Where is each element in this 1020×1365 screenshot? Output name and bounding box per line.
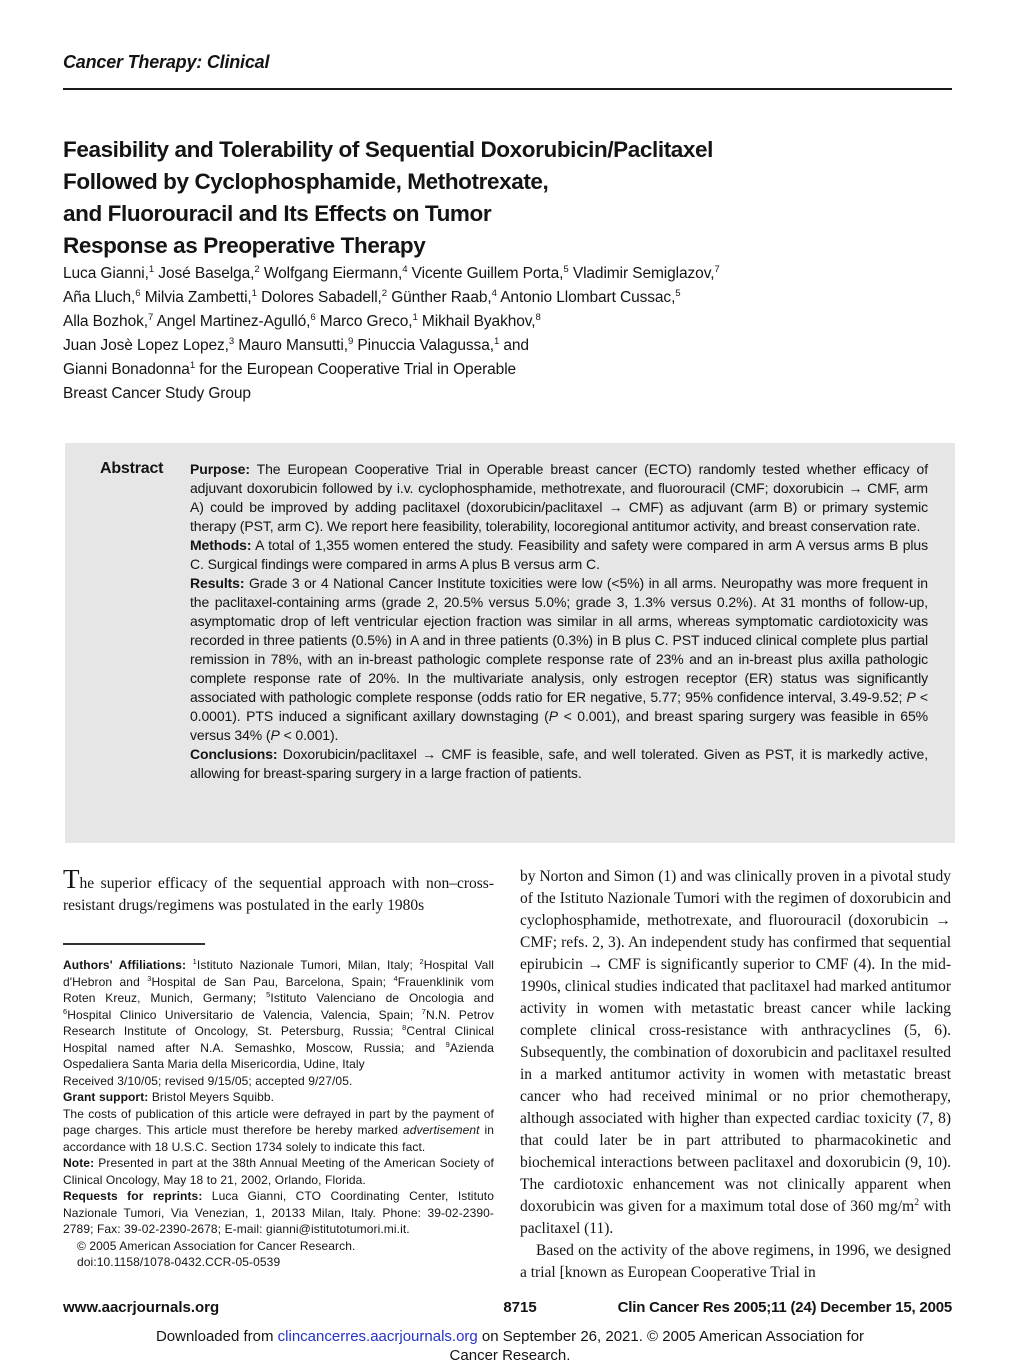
footer-citation: Clin Cancer Res 2005;11 (24) December 15, 2005 [617,1299,952,1316]
footnote-copyright: © 2005 American Association for Cancer Research. [77,1238,356,1253]
section-label: Cancer Therapy: Clinical [63,52,270,72]
downloaded-link[interactable]: clincancerres.aacrjournals.org [277,1328,478,1345]
author-line: Juan Josè Lopez Lopez,$^3$ Mauro Mansutti,$^9$ Pinuccia Valagussa,$^1$ and [63,335,529,354]
author-line: Alla Bozhok,$^7$ Angel Martinez-Agulló,$^6$ Marco Greco,$^1$ Mikhail Byakhov,$^8$ [63,311,541,330]
author-line: Breast Cancer Study Group [63,385,251,402]
article-title-line: and Fluorouracil and Its Effects on Tumor [63,201,492,226]
footnotes [63,957,494,1271]
footnote-affiliations: Authors' Affiliations: $^1$Istituto Nazionale Tumori, Milan, Italy; $^2$Hospital Vall d'Hebron and $^3$Hospital de San Pau, Barcelona, Spain; $^4$Frauenklinik vom Roten Kreuz, Munich, Germany; $^5$Istituto Valenciano de Oncologia and $^6$Hospital Clinico Universitario de Valencia, Valencia, Spain; $^7$N.N. Petrov Research Institute of Oncology, St. Petersburg, Russia; $^8$Central Clinical Hospital named after N.A. Semashko, Moscow, Russia; and $^9$Azienda Ospedaliera Santa Maria della Misericordia, Udine, Italy [63,957,495,1071]
footnote-reprints: Requests for reprints: Luca Gianni, CTO Coordinating Center, Istituto Nazionale Tumori, Via Venezian, 1, 20133 Milan, Italy. Phone: 39-02-2390-2789; Fax: 39-02-2390-2678; E-mail: gianni@istitutotumori.mi.it. [63,1189,494,1236]
abstract-results: Results: Grade 3 or 4 National Cancer Institute toxicities were low (<5%) in all arms. Neuropathy was more frequent in the paclitaxel-containing arms (grade 2, 20.5% versus 5.0%; grade 3, 1.3% versus 0.2%). At 31 months of follow-up, asymptomatic drop of left ventricular ejection fraction was similar in all arms, whereas symptomatic cardiotoxicity was recorded in three patients (0.5%) in A and in three patients (0.3%) in B plus C. PST induced clinical complete plus partial remission in 78%, with an in-breast pathologic complete response rate of 23% and an in-breast plus axilla pathologic complete response rate of 20%. In the multivariate analysis, only estrogen receptor (ER) status was significantly associated with pathologic complete response (odds ratio for ER negative, 5.77; 95% confidence interval, 3.49-9.52; P < 0.0001). PTS induced a significant axillary downstaging (P < 0.001), and breast sparing surgery was feasible in 65% versus 34% (P < 0.001). [190,575,928,743]
footer-page-number: 8715 [503,1299,537,1316]
abstract-methods: Methods: A total of 1,355 women entered the study. Feasibility and safety were compared in arm A versus arms B plus C. Surgical findings were compared in arms A plus B versus arm C. [190,537,928,572]
abstract-label: Abstract [100,460,164,477]
footnote-note: Note: Presented in part at the 38th Annual Meeting of the American Society of Clinical Oncology, May 18 to 21, 2002, Orlando, Florida. [63,1156,494,1187]
author-list [63,262,843,406]
body-right-column [520,866,951,1284]
body-left-column [63,866,494,1284]
author-line: Gianni Bonadonna$^1$ for the European Cooperative Trial in Operable [63,359,517,378]
article-title-line: Followed by Cyclophosphamide, Methotrexate, [63,169,549,194]
abstract-conclusions: Conclusions: Doxorubicin/paclitaxel → CMF is feasible, safe, and well tolerated. Given as PST, it is markedly active, allowing for breast-sparing surgery in a large fraction of patients. [190,746,928,781]
footnote-divider [63,943,205,945]
intro-paragraph: The superior efficacy of the sequential approach with non–cross-resistant drugs/regimens was postulated in the early 1980s [63,864,494,914]
author-line: Aña Lluch,$^6$ Milvia Zambetti,$^1$ Dolores Sabadell,$^2$ Günther Raab,$^4$ Antonio Llombart Cussac,$^5$ [63,287,681,306]
abstract-text [190,460,928,783]
footnote-received: Received 3/10/05; revised 9/15/05; accepted 9/27/05. [63,1073,353,1088]
downloaded-prefix: Downloaded from [155,1328,278,1345]
body-paragraph: Based on the activity of the above regimens, in 1996, we designed a trial [known as European Cooperative Trial in [520,1242,951,1281]
downloaded-suffix: on September 26, 2021. © 2005 American Association for Cancer Research. [449,1328,865,1364]
article-title-line: Feasibility and Tolerability of Sequential Doxorubicin/Paclitaxel [63,137,713,162]
article-title-line: Response as Preoperative Therapy [63,233,426,258]
header-rule [63,88,952,90]
abstract-box [65,443,955,843]
footer-journal-site: www.aacrjournals.org [63,1299,220,1316]
footnote-page-charges: The costs of publication of this article were defrayed in part by the payment of page charges. This article must therefore be hereby marked advertisement in accordance with 18 U.S.C. Section 1734 solely to indicate this fact. [63,1106,494,1154]
author-line: Luca Gianni,$^1$ José Baselga,$^2$ Wolfgang Eiermann,$^4$ Vicente Guillem Porta,$^5$ Vladimir Semiglazov,$^7$ [63,263,720,282]
downloaded-notice [130,1327,890,1365]
body-paragraph: by Norton and Simon (1) and was clinically proven in a pivotal study of the Istituto Nazionale Tumori with the regimen of doxorubicin and cyclophosphamide, methotrexate, and fluorouracil (doxorubicin → CMF; refs. 2, 3). An independent study has confirmed that sequential epirubicin → CMF is significantly superior to CMF (4). In the mid-1990s, clinical studies indicated that paclitaxel had marked antitumor activity in women with metastatic breast cancer while lacking complete clinical cross-resistance with anthracyclines (5, 6). Subsequently, the combination of doxorubicin and paclitaxel resulted in a marked antitumor activity in women with metastatic breast cancer who had received minimal or no prior chemotherapy, although associated with higher than expected cardiac toxicity (7, 8) that could later be in part attributed to pharmacokinetic and biochemical interactions between paclitaxel and doxorubicin (9, 10). The cardiotoxic enhancement was not clinically apparent when doxorubicin was given for a maximum total dose of 360 $mg/m^2$ with paclitaxel (11). [520,868,952,1237]
abstract-purpose: Purpose: The European Cooperative Trial in Operable breast cancer (ECTO) randomly tested whether efficacy of adjuvant doxorubicin followed by i.v. cyclophosphamide, methotrexate, and fluorouracil (CMF; doxorubicin → CMF, arm A) could be improved by adding paclitaxel (doxorubicin/paclitaxel → CMF) as adjuvant (arm B) or primary systemic therapy (PST, arm C). We report here feasibility, tolerability, locoregional antitumor activity, and breast conservation rate. [190,461,928,534]
footnote-grant-support: Grant support: Bristol Meyers Squibb. [63,1090,275,1104]
body-columns [63,866,952,1284]
footnote-doi: doi:10.1158/1078-0432.CCR-05-0539 [77,1255,281,1269]
article-title [63,134,863,262]
